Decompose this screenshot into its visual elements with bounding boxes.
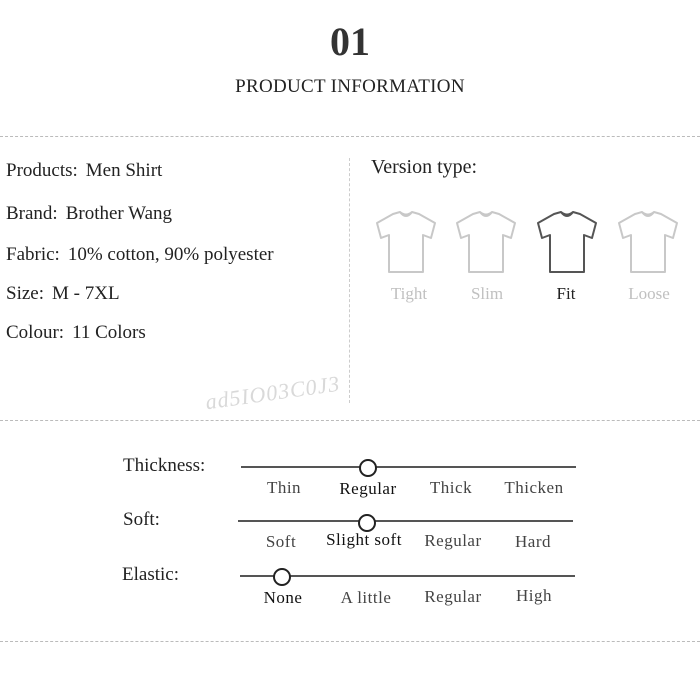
tshirt-loose-icon — [617, 211, 679, 275]
spec-value: 11 Colors — [72, 322, 146, 343]
watermark-text: ad5IO03C0J3 — [203, 370, 342, 415]
slider-label-thickness: Thickness: — [123, 455, 206, 476]
tshirt-tight-icon — [375, 211, 437, 275]
slider-option: Thin — [266, 478, 302, 497]
slider-option: Thick — [429, 478, 473, 497]
spec-label: Size: — [6, 283, 44, 304]
spec-size — [6, 283, 120, 305]
slider-option-selected: Regular — [339, 479, 397, 498]
vertical-divider — [349, 158, 350, 403]
slider-label-elastic: Elastic: — [122, 564, 179, 585]
section-number: 01 — [330, 19, 370, 64]
slider-option-selected: None — [263, 588, 303, 607]
section-title: PRODUCT INFORMATION — [235, 76, 465, 97]
slider-knob-thickness[interactable] — [359, 459, 377, 477]
slider-label-soft: Soft: — [123, 509, 160, 530]
slider-option: Thicken — [504, 478, 564, 497]
version-label-fit: Fit — [556, 284, 576, 303]
version-label-slim: Slim — [470, 284, 504, 303]
slider-option: Regular — [424, 587, 482, 606]
version-title: Version type: — [371, 156, 478, 178]
spec-label: Products: — [6, 160, 78, 181]
spec-label: Colour: — [6, 322, 65, 343]
slider-option: Hard — [515, 532, 551, 551]
tshirt-slim-icon — [455, 211, 517, 275]
spec-fabric — [6, 244, 274, 266]
spec-label: Fabric: — [6, 244, 60, 265]
spec-products — [6, 160, 162, 182]
slider-option: Soft — [265, 532, 297, 551]
spec-value: 10% cotton, 90% polyester — [67, 244, 274, 265]
spec-label: Brand: — [6, 203, 58, 224]
divider-top — [0, 136, 700, 137]
divider-bottom — [0, 641, 700, 642]
slider-track-thickness — [241, 466, 576, 468]
slider-track-soft — [238, 520, 573, 522]
version-label-loose: Loose — [628, 284, 670, 303]
spec-value: Men Shirt — [85, 160, 163, 181]
divider-middle — [0, 420, 700, 421]
tshirt-fit-icon — [536, 211, 598, 275]
version-label-tight: Tight — [390, 284, 428, 303]
slider-option-selected: Slight soft — [326, 530, 402, 549]
slider-option: A little — [340, 588, 392, 607]
spec-value: M - 7XL — [52, 283, 120, 304]
spec-brand — [6, 203, 172, 225]
spec-colour — [6, 322, 146, 344]
slider-option: Regular — [424, 531, 482, 550]
slider-option: High — [516, 586, 552, 605]
slider-knob-elastic[interactable] — [273, 568, 291, 586]
spec-value: Brother Wang — [65, 203, 173, 224]
